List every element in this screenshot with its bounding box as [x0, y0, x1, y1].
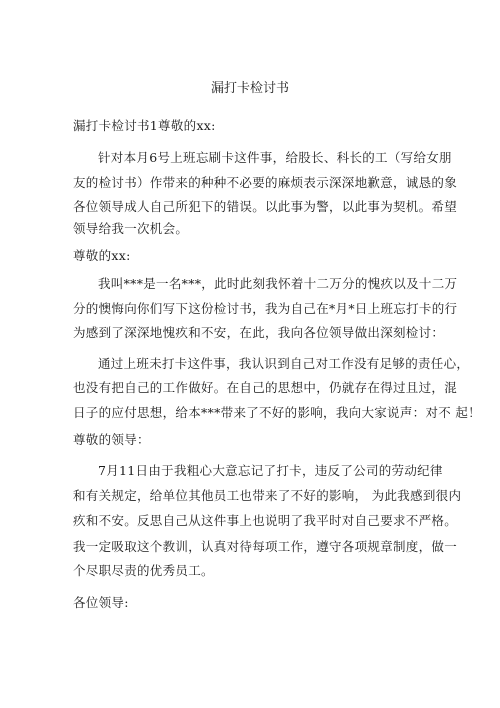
body-line: 分的懊悔向你们写下这份检讨书，我为自己在*月*日上班忘打卡的行	[73, 301, 458, 316]
body-line: 我一定吸取这个教训，认真对待每项工作，遵守各项规章制度，做一	[73, 539, 458, 554]
salutation-line: 尊敬的领导：	[73, 432, 150, 447]
body-line: 领导给我一次机会。	[73, 221, 189, 236]
body-line: 日子的应付思想，给本***带来了不好的影响，我向大家说声：对不 起！	[73, 405, 481, 420]
body-line: 我叫***是一名***，此时此刻我怀着十二万分的愧疚以及十二万	[98, 276, 458, 291]
salutation-line: 各位领导:	[73, 595, 129, 610]
body-line: 通过上班未打卡这件事，我认识到自己对工作没有足够的责任心，	[98, 356, 470, 371]
body-line: 疚和不安。反思自己从这件事上也说明了我平时对自己要求不严格。	[73, 513, 458, 528]
salutation-line: 尊敬的xx:	[73, 248, 131, 263]
body-line: 也没有把自己的工作做好。在自己的思想中，仍就存在得过且过，混	[73, 380, 458, 395]
body-line: 各位领导成人自己所犯下的错误。以此事为警，以此事为契机。希望	[73, 199, 458, 214]
body-line: 个尽职尽责的优秀员工。	[73, 563, 214, 578]
salutation-line: 漏打卡检讨书1尊敬的xx:	[73, 118, 216, 133]
body-line: 针对本月6号上班忘刷卡这件事，给股长、科长的工（写给女朋	[98, 150, 452, 165]
body-line: 7月11日由于我粗心大意忘记了打卡，违反了公司的劳动纪律	[98, 463, 443, 478]
body-line: 友的检讨书）作带来的种种不必要的麻烦表示深深地歉意，诚恳的象	[73, 175, 458, 190]
body-line: 为感到了深深地愧疚和不安，在此，我向各位领导做出深刻检讨：	[73, 325, 445, 340]
document-title: 漏打卡检讨书	[210, 81, 289, 96]
body-line: 和有关规定，给单位其他员工也带来了不好的影响， 为此我感到很内	[73, 488, 462, 503]
